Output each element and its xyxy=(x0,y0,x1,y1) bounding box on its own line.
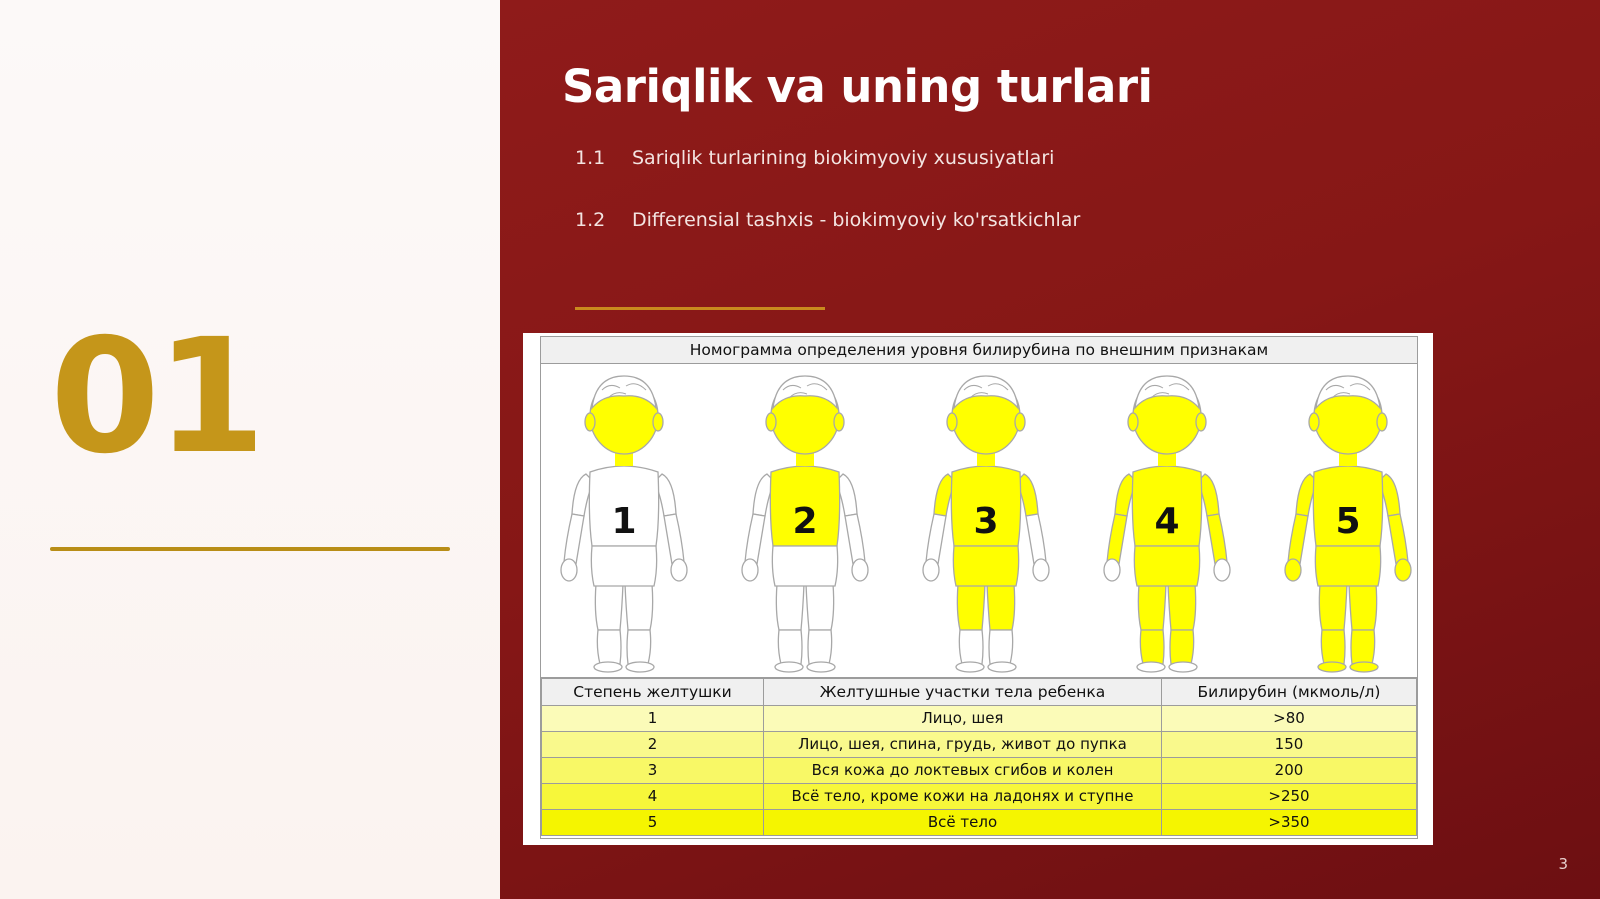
child-silhouette-icon xyxy=(906,368,1066,674)
table-row xyxy=(542,810,1417,836)
grade-number: 2 xyxy=(792,501,818,542)
column-header: Желтушные участки тела ребенка xyxy=(764,679,1162,706)
child-silhouette-icon xyxy=(725,368,885,674)
grade-number: 1 xyxy=(611,501,637,542)
child-silhouette-icon xyxy=(544,368,704,674)
agenda-item-label: Sariqlik turlarining biokimyoviy xususiyatlari xyxy=(632,147,1055,169)
child-figure-3 xyxy=(906,368,1066,674)
area-cell: Всё тело, кроме кожи на ладонях и ступне xyxy=(764,784,1162,810)
grade-cell: 4 xyxy=(542,784,764,810)
agenda-item-label: Differensial tashxis - biokimyoviy ko'rsatkichlar xyxy=(632,209,1081,231)
area-cell: Вся кожа до локтевых сгибов и колен xyxy=(764,758,1162,784)
bilirubin-cell: 150 xyxy=(1162,732,1417,758)
section-number: 01 xyxy=(50,305,262,489)
area-cell: Лицо, шея, спина, грудь, живот до пупка xyxy=(764,732,1162,758)
agenda-item-number: 1.1 xyxy=(575,147,606,169)
grade-cell: 5 xyxy=(542,810,764,836)
area-cell: Лицо, шея xyxy=(764,706,1162,732)
child-figures-row xyxy=(541,364,1417,678)
table-row xyxy=(542,732,1417,758)
table-row xyxy=(542,784,1417,810)
child-silhouette-icon xyxy=(1087,368,1247,674)
nomogram-figure xyxy=(523,333,1433,845)
right-panel xyxy=(500,0,1600,899)
child-figure-5 xyxy=(1268,368,1428,674)
bilirubin-cell: >350 xyxy=(1162,810,1417,836)
accent-divider xyxy=(575,307,825,310)
nomogram xyxy=(540,336,1418,839)
nomogram-title: Номограмма определения уровня билирубина по внешним признакам xyxy=(541,337,1417,364)
child-silhouette-icon xyxy=(1268,368,1428,674)
agenda-item xyxy=(575,143,1054,173)
grade-number: 5 xyxy=(1335,501,1361,542)
agenda-item-number: 1.2 xyxy=(575,209,606,231)
column-header: Билирубин (мкмоль/л) xyxy=(1162,679,1417,706)
grade-number: 4 xyxy=(1154,501,1180,542)
jaundice-grade-table xyxy=(541,678,1417,836)
child-figure-1 xyxy=(544,368,704,674)
agenda-item xyxy=(575,205,1080,235)
area-cell: Всё тело xyxy=(764,810,1162,836)
bilirubin-cell: 200 xyxy=(1162,758,1417,784)
grade-number: 3 xyxy=(973,501,999,542)
column-header: Степень желтушки xyxy=(542,679,764,706)
bilirubin-cell: >80 xyxy=(1162,706,1417,732)
slide-title: Sariqlik va uning turlari xyxy=(562,60,1153,113)
child-figure-4 xyxy=(1087,368,1247,674)
page-number: 3 xyxy=(1558,855,1568,873)
left-panel xyxy=(0,0,500,899)
grade-cell: 3 xyxy=(542,758,764,784)
grade-cell: 2 xyxy=(542,732,764,758)
section-divider xyxy=(50,547,450,551)
table-header-row xyxy=(542,679,1417,706)
child-figure-2 xyxy=(725,368,885,674)
bilirubin-cell: >250 xyxy=(1162,784,1417,810)
grade-cell: 1 xyxy=(542,706,764,732)
table-row xyxy=(542,758,1417,784)
table-row xyxy=(542,706,1417,732)
